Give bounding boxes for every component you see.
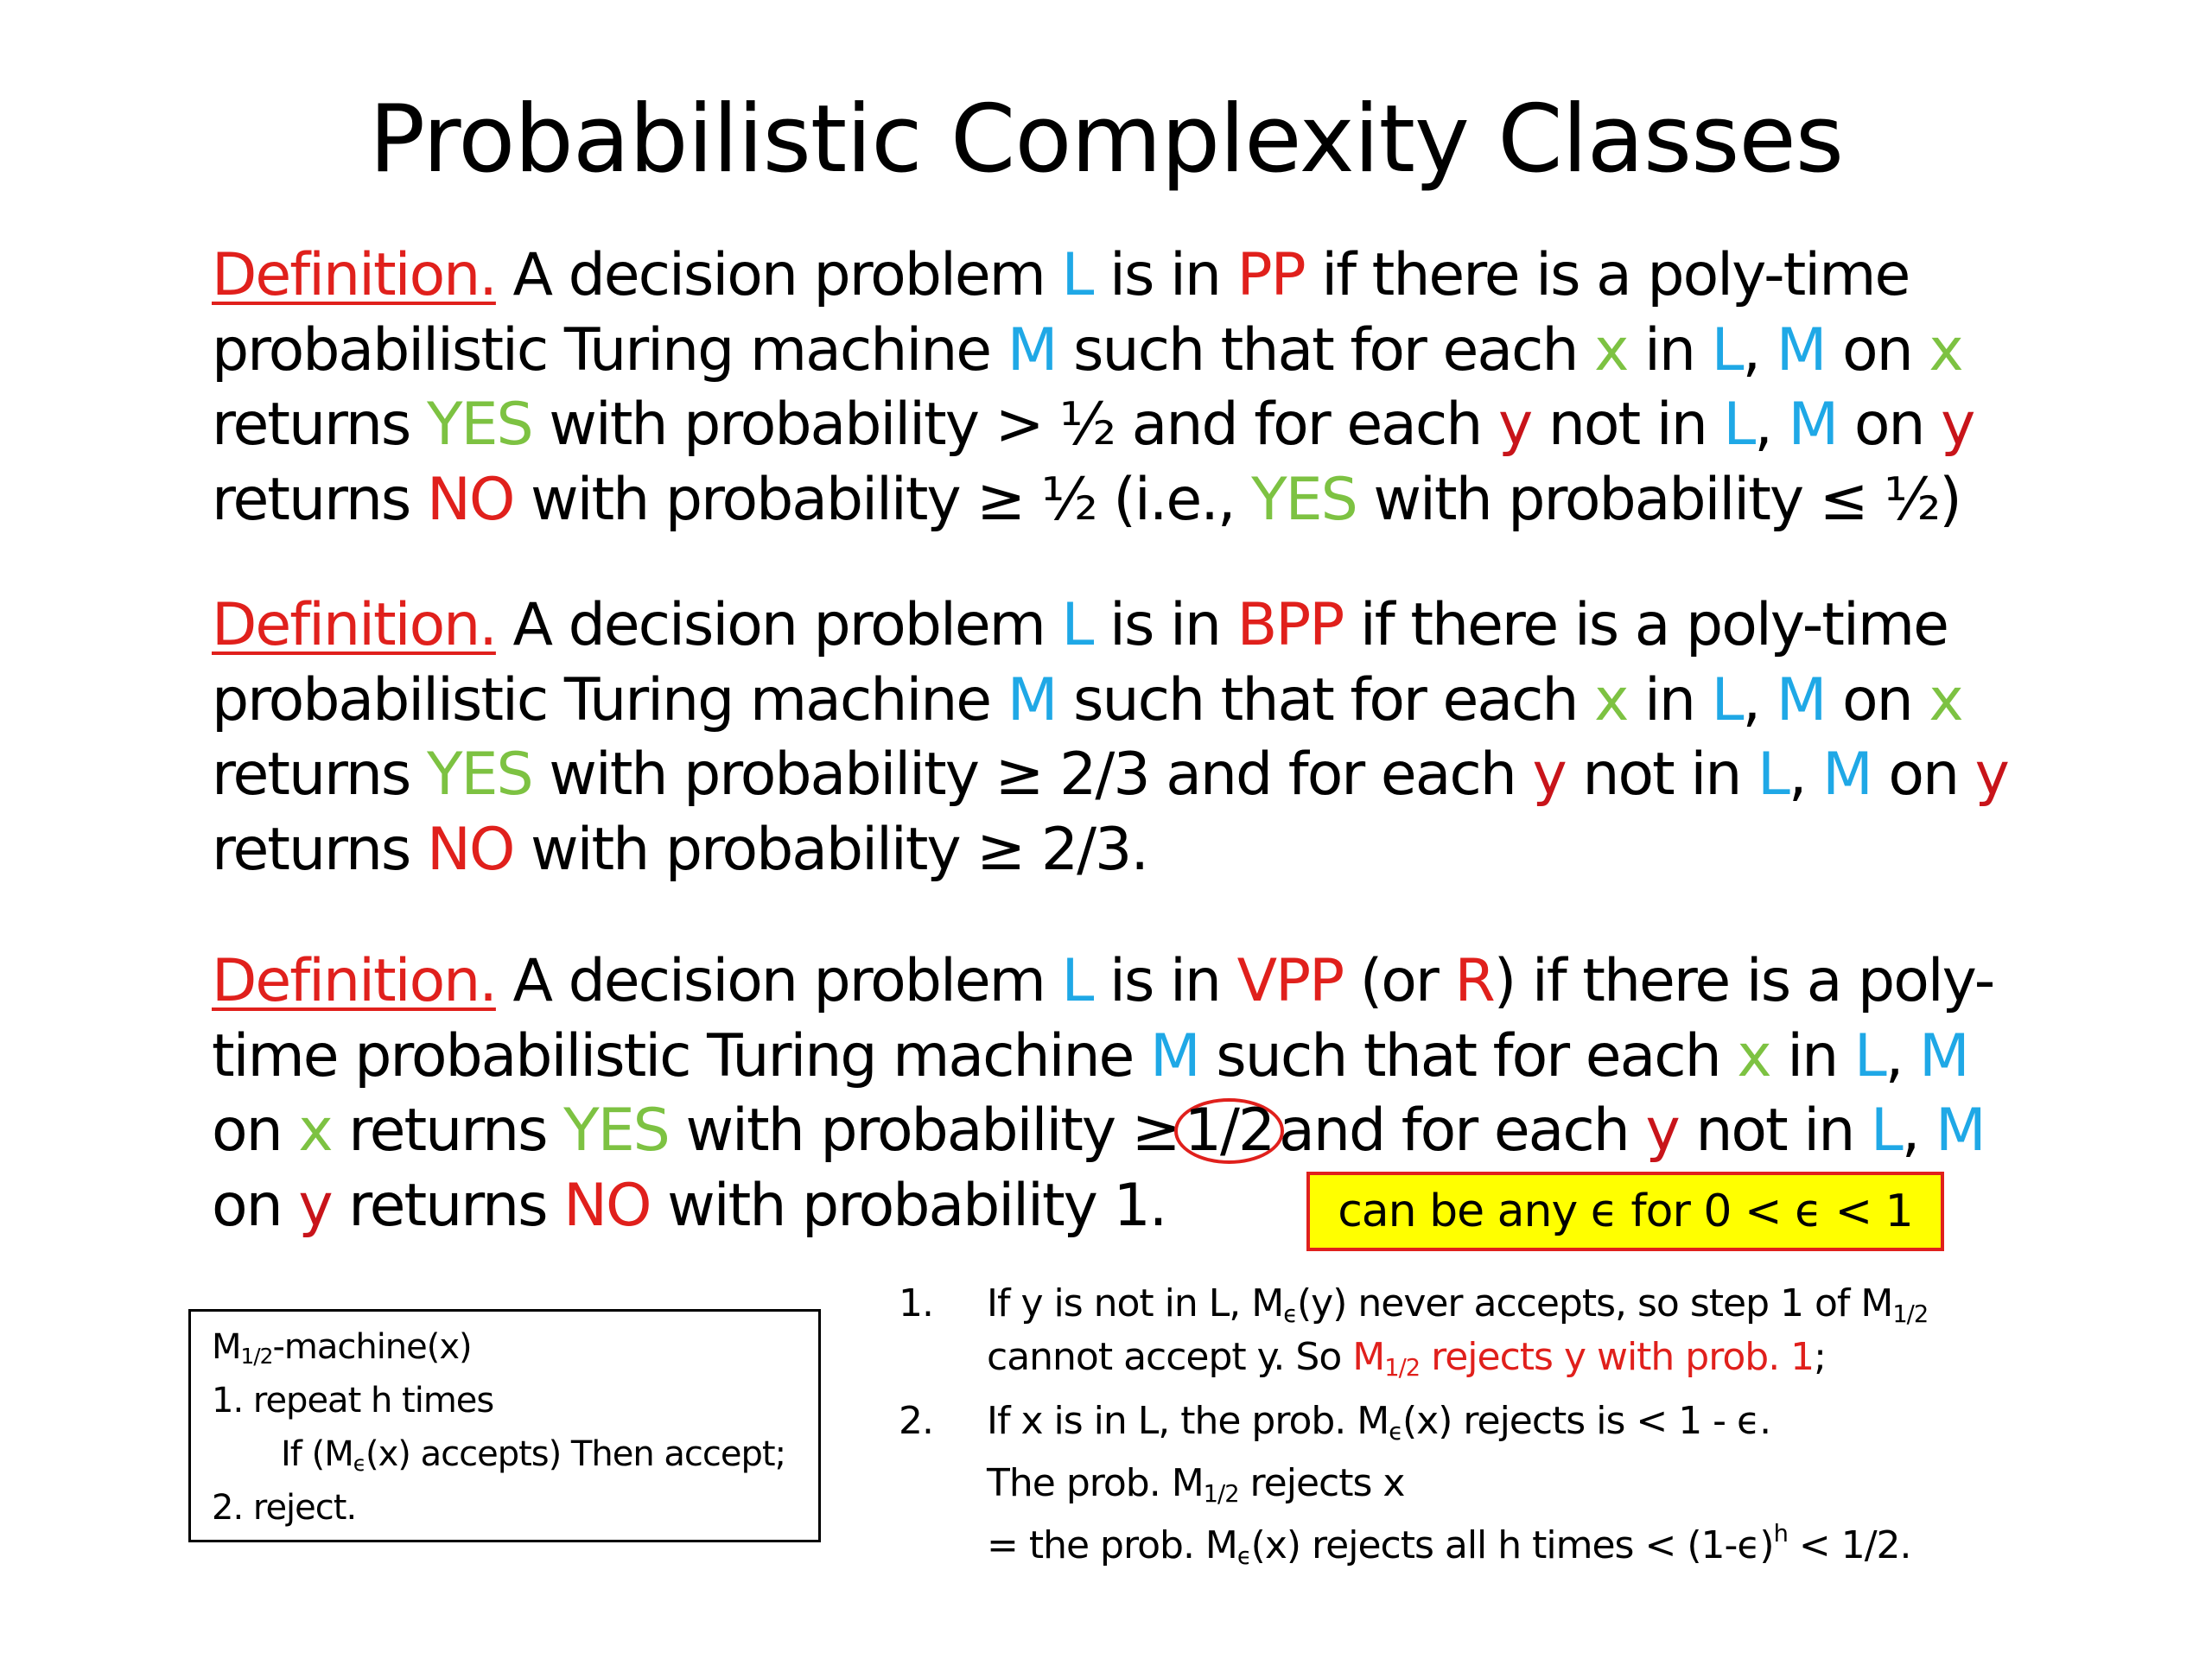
list-number: 1. — [899, 1281, 933, 1325]
circled-probability: 1/2 — [1174, 1098, 1284, 1164]
algorithm-step-1-body: If ($M_\epsilon(x)$ accepts) Then accept; — [281, 1434, 786, 1477]
class-name-vpp: VPP — [1236, 947, 1344, 1015]
definition-bpp — [212, 588, 2113, 887]
class-name-pp: PP — [1236, 241, 1305, 309]
algorithm-box — [188, 1309, 821, 1542]
definition-pp — [212, 238, 2113, 537]
definition-label: Definition. — [212, 947, 496, 1015]
algorithm-step-2: 2. reject. — [212, 1488, 357, 1528]
definition-vpp-line-4: on y returns NO with probability 1. — [212, 1171, 1166, 1240]
algorithm-header: $M_{1/2}-machine(x)$ — [212, 1327, 472, 1370]
definition-bpp-line-2: probabilistic Turing machine M such that for each x in L, M on x — [212, 665, 1962, 734]
definition-pp-line-3: returns YES with probability > ½ and for each y not in L, M on y — [212, 391, 1974, 459]
definition-pp-line-2: probabilistic Turing machine M such that for each x in L, M on x — [212, 315, 1962, 385]
proof-list — [899, 1277, 2195, 1573]
definition-bpp-line-1: Definition. A decision problem L is in BPP if there is a poly-time — [212, 591, 1948, 659]
class-name-bpp: BPP — [1236, 591, 1344, 659]
proof-item-1-line-2: cannot accept y. So $M_{1/2}$ rejects y with prob. 1; — [987, 1335, 1826, 1382]
definition-pp-line-4: returns NO with probability ≥ ½ (i.e., YES with probability ≤ ½) — [212, 465, 1961, 534]
slide-title: Probabilistic Complexity Classes — [368, 86, 1844, 194]
definition-label: Definition. — [212, 591, 496, 659]
proof-item-2-line-3: = the prob. $M_\epsilon(x)$ rejects all h times < $(1-\epsilon)^h < 1/2$. — [987, 1520, 1911, 1570]
list-number: 2. — [899, 1399, 933, 1443]
definition-vpp-line-3: on x returns YES with probability ≥1/2and for each y not in L, M — [212, 1096, 1985, 1165]
epsilon-callout: can be any ϵ for 0 < ϵ < 1 — [1306, 1172, 1944, 1251]
class-name-r: R — [1454, 947, 1494, 1015]
definition-bpp-line-4: returns NO with probability ≥ 2/3. — [212, 815, 1147, 884]
definition-pp-line-1: Definition. A decision problem L is in PP if there is a poly-time — [212, 241, 1910, 309]
proof-item-1-line-1: 1. If y is not in L, $M_\epsilon(y)$ never accepts, so step 1 of $M_{1/2}$ — [899, 1277, 2195, 1331]
definition-vpp-line-2: time probabilistic Turing machine M such that for each x in L, M — [212, 1021, 1968, 1090]
proof-item-2-line-1: 2. If x is in L, the prob. $M_\epsilon(x)$ rejects is < 1 - ϵ. — [899, 1395, 2195, 1448]
definition-label: Definition. — [212, 241, 496, 309]
algorithm-step-1: 1. repeat h times — [212, 1381, 494, 1421]
proof-item-2-line-2: The prob. $M_{1/2}$ rejects x — [987, 1461, 1405, 1508]
definition-vpp-line-1: Definition. A decision problem L is in VPP (or R) if there is a poly- — [212, 947, 1994, 1015]
definition-bpp-line-3: returns YES with probability ≥ 2/3 and for each y not in L, M on y — [212, 741, 2008, 809]
